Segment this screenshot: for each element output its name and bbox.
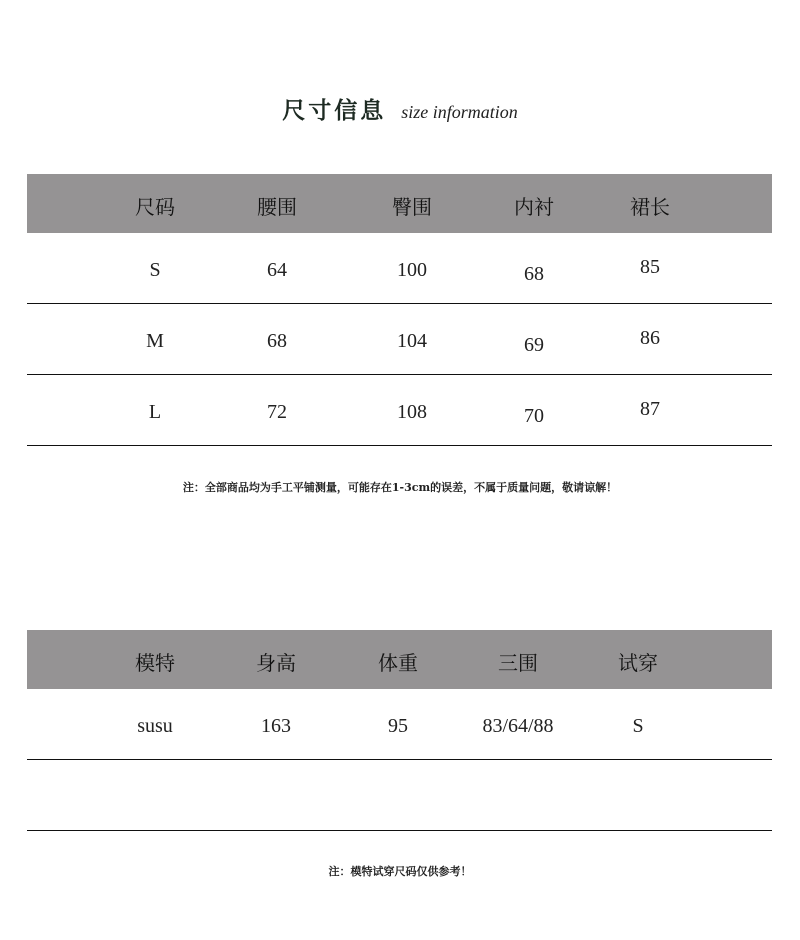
cell-hip: 104 [397, 330, 427, 352]
table-row [27, 689, 772, 760]
cell-size: S [149, 259, 161, 281]
model-table [27, 630, 772, 831]
cell-hip: 108 [397, 401, 427, 423]
header-lining: 内衬 [514, 195, 554, 219]
table-row [27, 233, 772, 304]
header-height: 身高 [256, 651, 296, 675]
header-skirt-length: 裙长 [630, 195, 670, 219]
cell-skirt-length: 86 [640, 327, 660, 349]
header-tried-size: 试穿 [618, 651, 658, 675]
table-row [27, 304, 772, 375]
header-waist: 腰围 [257, 195, 297, 219]
size-table-header [27, 174, 772, 233]
page-title [0, 92, 800, 125]
cell-measurements: 83/64/88 [482, 715, 554, 737]
title-chinese: 尺寸信息 [282, 97, 387, 124]
cell-lining: 70 [524, 405, 544, 427]
cell-waist: 64 [267, 259, 287, 281]
cell-skirt-length: 87 [640, 398, 660, 420]
header-weight: 体重 [378, 651, 418, 675]
cell-waist: 68 [267, 330, 287, 352]
size-note: 注：全部商品均为手工平铺测量，可能存在1-3cm的误差，不属于质量问题，敬请谅解！ [182, 481, 618, 494]
table-row [27, 375, 772, 446]
header-model: 模特 [135, 651, 175, 675]
cell-size: M [146, 330, 164, 352]
cell-tried-size: S [632, 715, 644, 737]
cell-height: 163 [261, 715, 291, 737]
cell-hip: 100 [397, 259, 427, 281]
table-row-empty [27, 760, 772, 831]
size-table [27, 174, 772, 446]
cell-skirt-length: 85 [640, 256, 660, 278]
cell-waist: 72 [267, 401, 287, 423]
model-note: 注：模特试穿尺码仅供参考！ [328, 865, 472, 878]
header-size: 尺码 [135, 195, 175, 219]
cell-lining: 69 [524, 334, 544, 356]
cell-lining: 68 [524, 263, 544, 285]
cell-weight: 95 [388, 715, 408, 737]
header-measurements: 三围 [498, 651, 538, 675]
title-english: size information [401, 102, 518, 122]
header-hip: 臀围 [392, 195, 432, 219]
cell-size: L [148, 401, 162, 423]
model-table-header [27, 630, 772, 689]
cell-model: susu [137, 715, 173, 737]
